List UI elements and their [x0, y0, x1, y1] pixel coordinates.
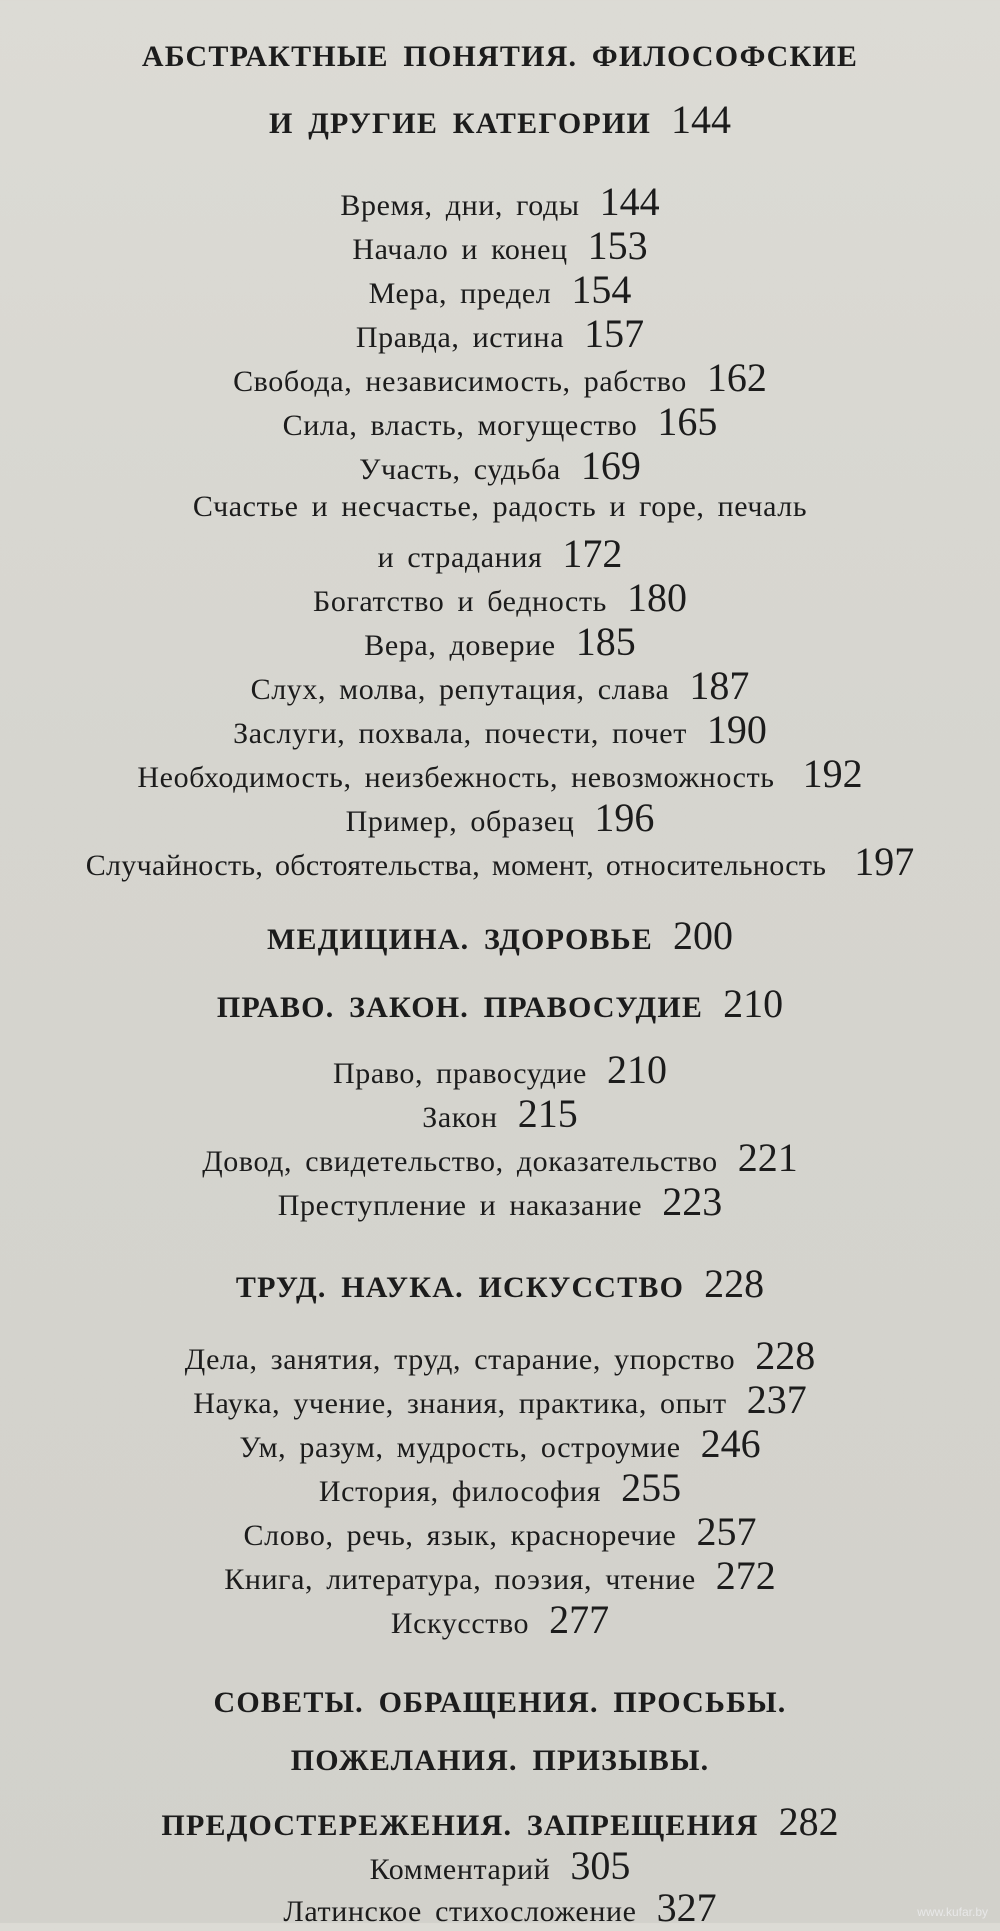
toc-entry [0, 1464, 1000, 1511]
heading-text: АБСТРАКТНЫЕ ПОНЯТИЯ. ФИЛОСОФСКИЕ [141, 40, 859, 73]
page-number: 192 [802, 751, 863, 796]
page-number: 223 [662, 1179, 723, 1224]
toc-entry [0, 1376, 1000, 1423]
entry-title: Книга, литература, поэзия, чтение [224, 1563, 696, 1596]
entry-title: Искусство [390, 1607, 530, 1640]
page-number: 144 [599, 179, 660, 224]
entry-title: Комментарий [369, 1853, 551, 1886]
heading-text: ПРАВО. ЗАКОН. ПРАВОСУДИЕ [216, 991, 704, 1024]
entry-title: Сила, власть, могущество [282, 409, 638, 442]
entry-title: Право, правосудие [333, 1057, 587, 1090]
toc-entry-commentary [0, 1842, 1000, 1889]
heading-text: МЕДИЦИНА. ЗДОРОВЬЕ [267, 923, 653, 956]
entry-title: Ум, разум, мудрость, остроумие [239, 1431, 681, 1464]
page-number: 187 [689, 663, 750, 708]
page-number: 180 [626, 575, 687, 620]
toc-entry [0, 1134, 1000, 1181]
section-heading-work [0, 1260, 1000, 1307]
page-number: 200 [672, 913, 733, 958]
heading-text: ПОЖЕЛАНИЯ. ПРИЗЫВЫ. [290, 1744, 710, 1777]
page-number: 255 [621, 1465, 682, 1510]
section-heading-advice-line3 [0, 1798, 1000, 1845]
entry-title-line1: Счастье и несчастье, радость и горе, печаль [192, 490, 808, 523]
page-number: 221 [737, 1135, 798, 1180]
page-number: 144 [671, 97, 732, 142]
toc-entry [0, 442, 1000, 489]
entry-title: Участь, судьба [359, 453, 561, 486]
toc-entry [0, 1508, 1000, 1555]
page-number: 165 [657, 399, 718, 444]
entry-title: Время, дни, годы [340, 189, 580, 222]
toc-entry [0, 750, 1000, 797]
page-number: 282 [778, 1799, 839, 1844]
page-number: 246 [700, 1421, 761, 1466]
page-number: 228 [755, 1333, 816, 1378]
page-number: 162 [706, 355, 767, 400]
toc-entry [0, 838, 1000, 885]
toc-entry [0, 1046, 1000, 1093]
toc-entry [0, 1178, 1000, 1225]
heading-text: И ДРУГИЕ КАТЕГОРИИ [268, 107, 652, 140]
page-number: 172 [562, 531, 623, 576]
entry-title: История, философия [318, 1475, 602, 1508]
toc-entry-latin-versification [0, 1884, 1000, 1931]
page-number: 215 [517, 1091, 578, 1136]
page-number: 157 [584, 311, 645, 356]
section-heading-abstract-line2 [0, 96, 1000, 143]
entry-title: Случайность, обстоятельства, момент, относительность [85, 849, 827, 882]
entry-title: Латинское стихосложение [283, 1895, 637, 1928]
entry-title: Вера, доверие [364, 629, 556, 662]
entry-title: Закон [422, 1101, 498, 1134]
entry-title: Преступление и наказание [277, 1189, 643, 1222]
page-number: 154 [571, 267, 632, 312]
toc-entry-multiline [0, 490, 1000, 524]
toc-entry [0, 222, 1000, 269]
toc-entry [0, 618, 1000, 665]
page-number: 305 [570, 1843, 631, 1888]
page-number: 272 [715, 1553, 776, 1598]
entry-title: Слово, речь, язык, красноречие [243, 1519, 677, 1552]
entry-title: Дела, занятия, труд, старание, упорство [184, 1343, 736, 1376]
toc-entry [0, 398, 1000, 445]
section-heading-law [0, 980, 1000, 1027]
section-heading-medicine [0, 912, 1000, 959]
toc-entry [0, 794, 1000, 841]
entry-title: Наука, учение, знания, практика, опыт [193, 1387, 727, 1420]
toc-entry [0, 178, 1000, 225]
page-number: 210 [606, 1047, 667, 1092]
entry-title: Мера, предел [368, 277, 552, 310]
toc-entry [0, 1596, 1000, 1643]
watermark: www.kufar.by [917, 1905, 988, 1919]
entry-title: Правда, истина [355, 321, 565, 354]
entry-title: Слух, молва, репутация, слава [250, 673, 670, 706]
toc-entry [0, 1552, 1000, 1599]
page-number: 277 [549, 1597, 610, 1642]
page-number: 169 [580, 443, 641, 488]
page-number: 153 [587, 223, 648, 268]
section-heading-advice-line2 [0, 1744, 1000, 1778]
page-number: 197 [854, 839, 915, 884]
toc-entry [0, 706, 1000, 753]
toc-entry [0, 310, 1000, 357]
page-number: 196 [594, 795, 655, 840]
section-heading-abstract [0, 40, 1000, 74]
page-number: 185 [575, 619, 636, 664]
entry-title: Довод, свидетельство, доказательство [202, 1145, 718, 1178]
heading-text: СОВЕТЫ. ОБРАЩЕНИЯ. ПРОСЬБЫ. [213, 1686, 787, 1719]
toc-entry [0, 1420, 1000, 1467]
toc-entry-continuation [0, 530, 1000, 577]
entry-title: Необходимость, неизбежность, невозможность [137, 761, 775, 794]
entry-title-line2: и страдания [377, 541, 543, 574]
toc-entry [0, 1090, 1000, 1137]
toc-entry [0, 574, 1000, 621]
page-number: 257 [696, 1509, 757, 1554]
heading-text: ПРЕДОСТЕРЕЖЕНИЯ. ЗАПРЕЩЕНИЯ [161, 1809, 759, 1842]
entry-title: Пример, образец [345, 805, 575, 838]
entry-title: Начало и конец [352, 233, 568, 266]
entry-title: Богатство и бедность [313, 585, 607, 618]
page-number: 327 [656, 1885, 717, 1930]
page-number: 210 [723, 981, 784, 1026]
section-heading-advice [0, 1686, 1000, 1720]
entry-title: Свобода, независимость, рабство [233, 365, 687, 398]
heading-text: ТРУД. НАУКА. ИСКУССТВО [235, 1271, 685, 1304]
entry-title: Заслуги, похвала, почести, почет [233, 717, 687, 750]
toc-entry [0, 1332, 1000, 1379]
page-number: 190 [706, 707, 767, 752]
toc-entry [0, 662, 1000, 709]
page-number: 228 [704, 1261, 765, 1306]
toc-entry [0, 266, 1000, 313]
toc-entry [0, 354, 1000, 401]
page-number: 237 [746, 1377, 807, 1422]
